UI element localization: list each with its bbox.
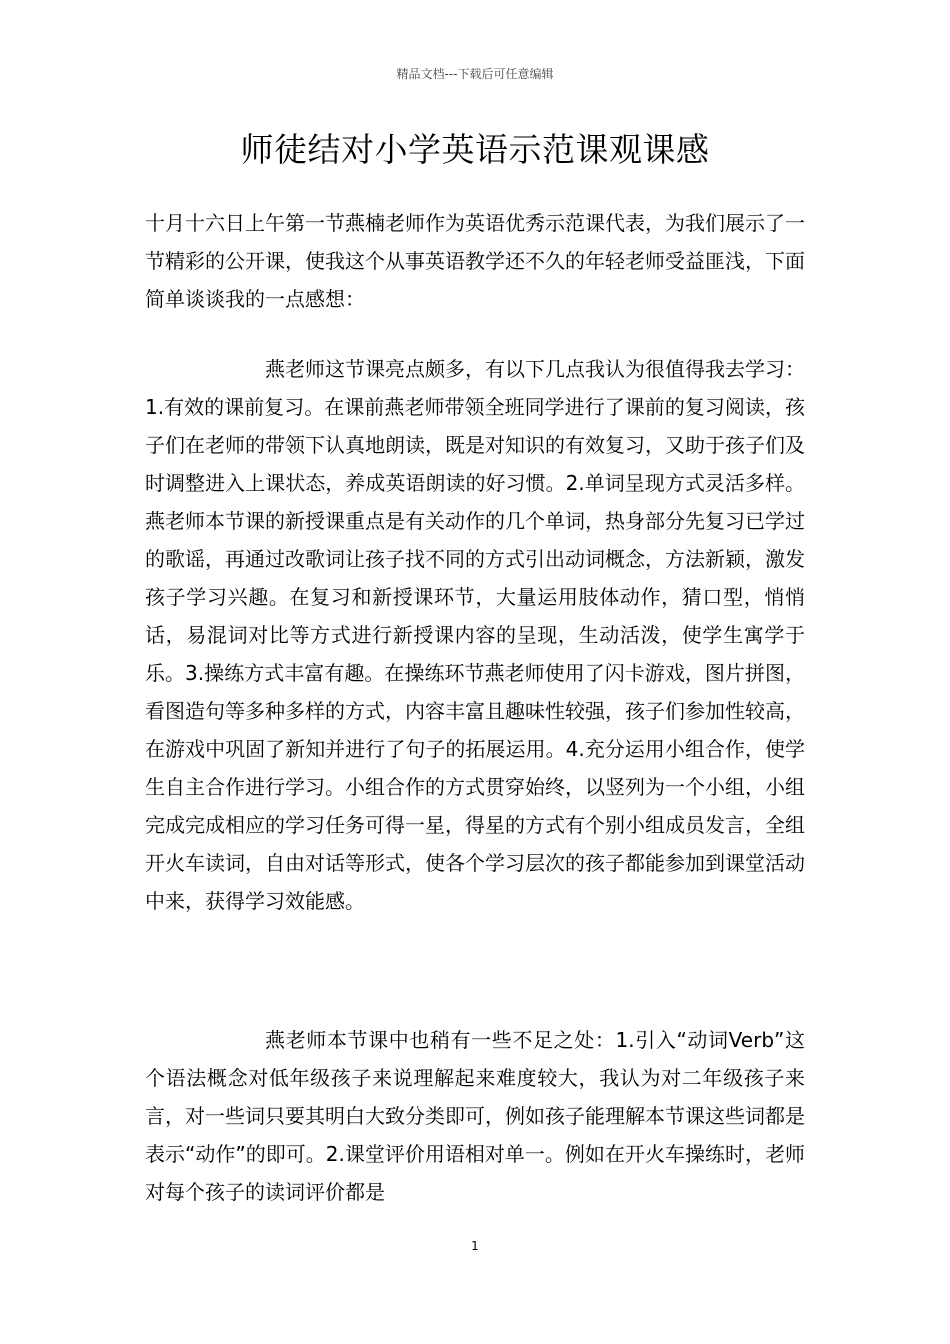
page-header: 精品文档---下载后可任意编辑 bbox=[396, 67, 554, 81]
paragraph-intro: 十月十六日上午第一节燕楠老师作为英语优秀示范课代表，为我们展示了一节精彩的公开课，使我这个从事英语教学还不久的年轻老师受益匪浅，下面简单谈谈我的一点感想： bbox=[145, 211, 805, 311]
document-title: 师徒结对小学英语示范课观课感 bbox=[240, 130, 710, 169]
page-number: 1 bbox=[471, 1239, 479, 1253]
paragraph-highlights: 燕老师这节课亮点颇多，有以下几点我认为很值得我去学习：1.有效的课前复习。在课前燕老师带领全班同学进行了课前的复习阅读，孩子们在老师的带领下认真地朗读，既是对知识的有效复习，又助于孩子们及时调整进入上课状态，养成英语朗读的好习惯。2.单词呈现方式灵活多样。燕老师本节课的新授课重点是有关动作的几个单词，热身部分先复习已学过的歌谣，再通过改歌词让孩子找不同的方式引出动词概念，方法新颖，激发孩子学习兴趣。在复习和新授课环节，大量运用肢体动作，猜口型，悄悄话，易混词对比等方式进行新授课内容的呈现，生动活泼，使学生寓学于乐。3.操练方式丰富有趣。在操练环节燕老师使用了闪卡游戏，图片拼图，看图造句等多种多样的方式，内容丰富且趣味性较强，孩子们参加性较高，在游戏中巩固了新知并进行了句子的拓展运用。4.充分运用小组合作，使学生自主合作进行学习。小组合作的方式贯穿始终，以竖列为一个小组，小组完成完成相应的学习任务可得一星，得星的方式有个别小组成员发言，全组开火车读词，自由对话等形式，使各个学习层次的孩子都能参加到课堂活动中来，获得学习效能感。 bbox=[145, 357, 805, 913]
paragraph-shortcomings: 燕老师本节课中也稍有一些不足之处：1.引入“动词Verb”这个语法概念对低年级孩子来说理解起来难度较大，我认为对二年级孩子来言，对一些词只要其明白大致分类即可，例如孩子能理解本节课这些词都是表示“动作”的即可。2.课堂评价用语相对单一。例如在开火车操练时，老师对每个孩子的读词评价都是 bbox=[145, 1028, 805, 1204]
